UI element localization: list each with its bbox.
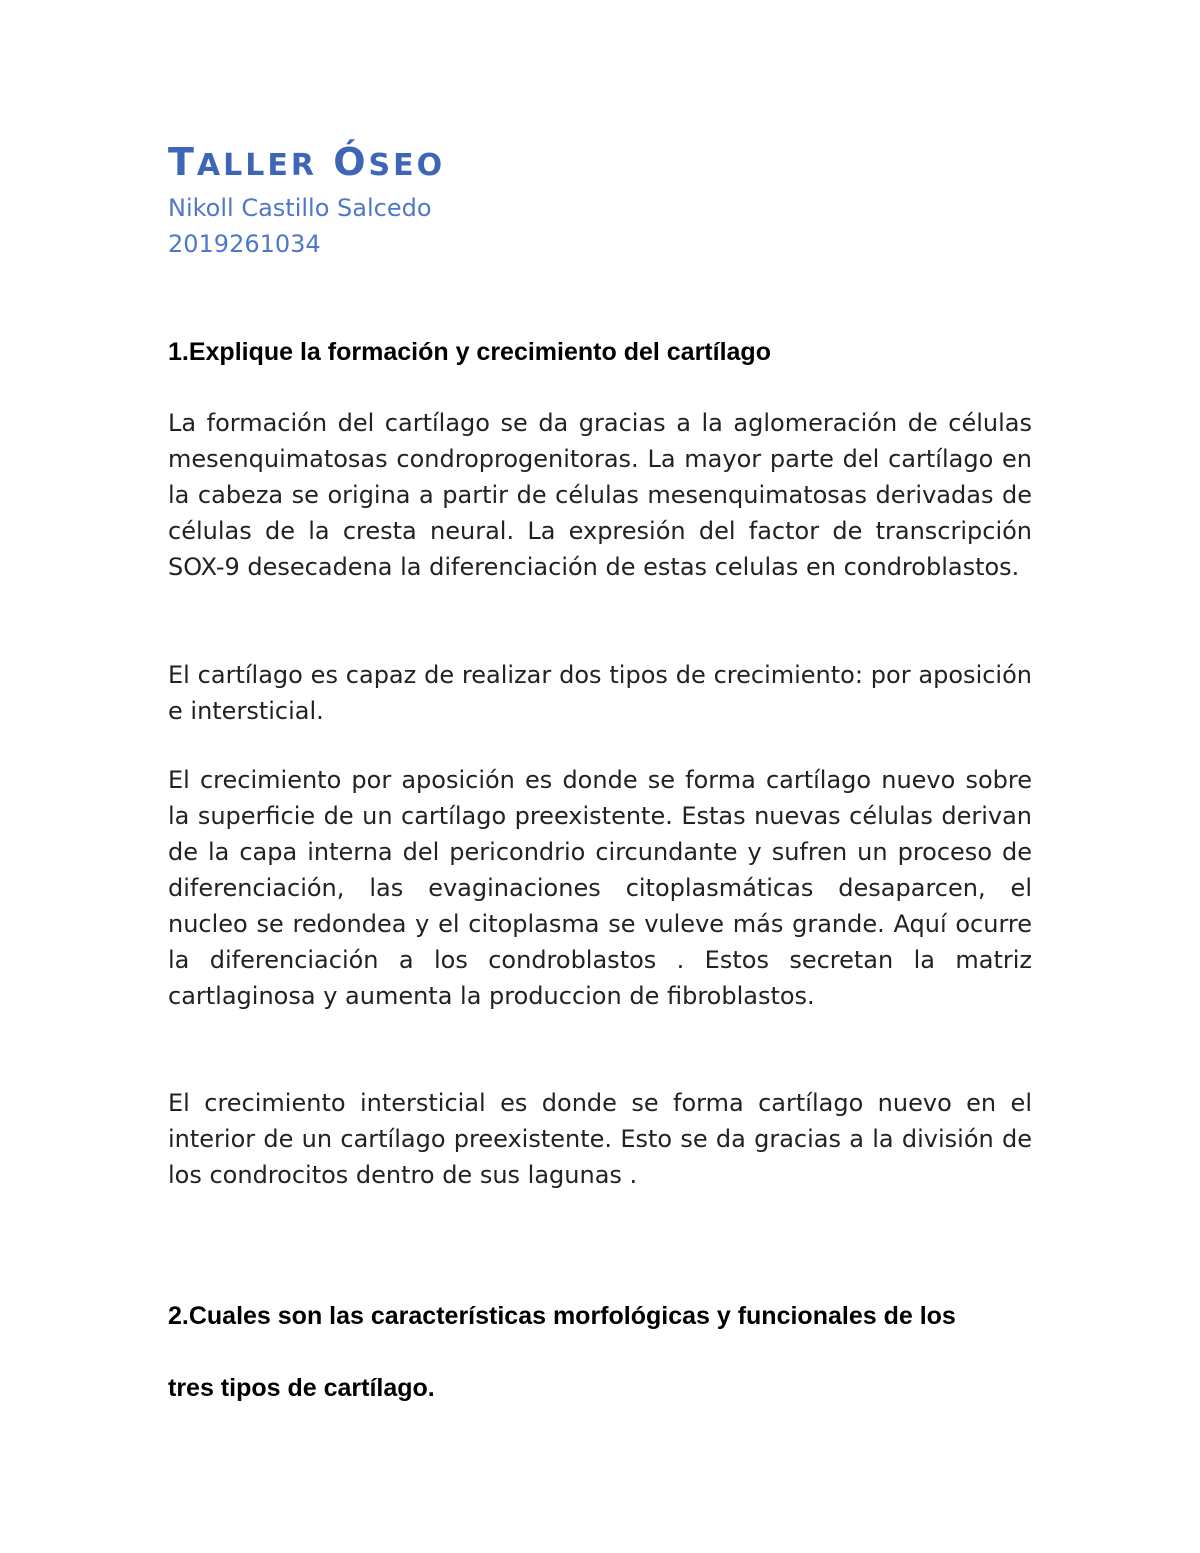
author-name: Nikoll Castillo Salcedo xyxy=(168,194,432,222)
student-id: 2019261034 xyxy=(168,230,321,258)
title-initial-2: Ó xyxy=(333,140,369,184)
title-rest-1: ALLER xyxy=(196,148,317,183)
question-1-heading: 1.Explique la formación y crecimiento del cartílago xyxy=(168,338,771,366)
question-2-heading-line-2: tres tipos de cartílago. xyxy=(168,1374,435,1402)
title-rest-2: SEO xyxy=(368,148,446,183)
paragraph-formation: La formación del cartílago se da gracias a la aglomeración de células mesenquimatosas condroprogenitoras. La mayor parte del cartílago en la cabeza se origina a partir de células mesenquimatosas derivadas de células de la cresta neural. La expresión del factor de transcripción SOX-9 desecadena la diferenciación de estas celulas en condroblastos. xyxy=(168,409,1032,581)
paragraph-growth-types: El cartílago es capaz de realizar dos tipos de crecimiento: por aposición e intersticial. xyxy=(168,661,1032,725)
paragraph-interstitial-growth: El crecimiento intersticial es donde se forma cartílago nuevo en el interior de un cartílago preexistente. Esto se da gracias a la división de los condrocitos dentro de sus lagunas . xyxy=(168,1089,1032,1189)
document-title xyxy=(168,140,445,184)
question-2-heading-line-1: 2.Cuales son las características morfológicas y funcionales de los xyxy=(168,1302,956,1330)
title-initial-1: T xyxy=(168,140,197,184)
paragraph-appositional-growth: El crecimiento por aposición es donde se forma cartílago nuevo sobre la superficie de un cartílago preexistente. Estas nuevas células derivan de la capa interna del pericondrio circundante y sufren un proceso de diferenciación, las evaginaciones citoplasmáticas desaparcen, el nucleo se redondea y el citoplasma se vuleve más grande. Aquí ocurre la diferenciación a los condroblastos . Estos secretan la matriz cartlaginosa y aumenta la produccion de fibroblastos. xyxy=(168,766,1032,1010)
title-space xyxy=(317,140,333,184)
